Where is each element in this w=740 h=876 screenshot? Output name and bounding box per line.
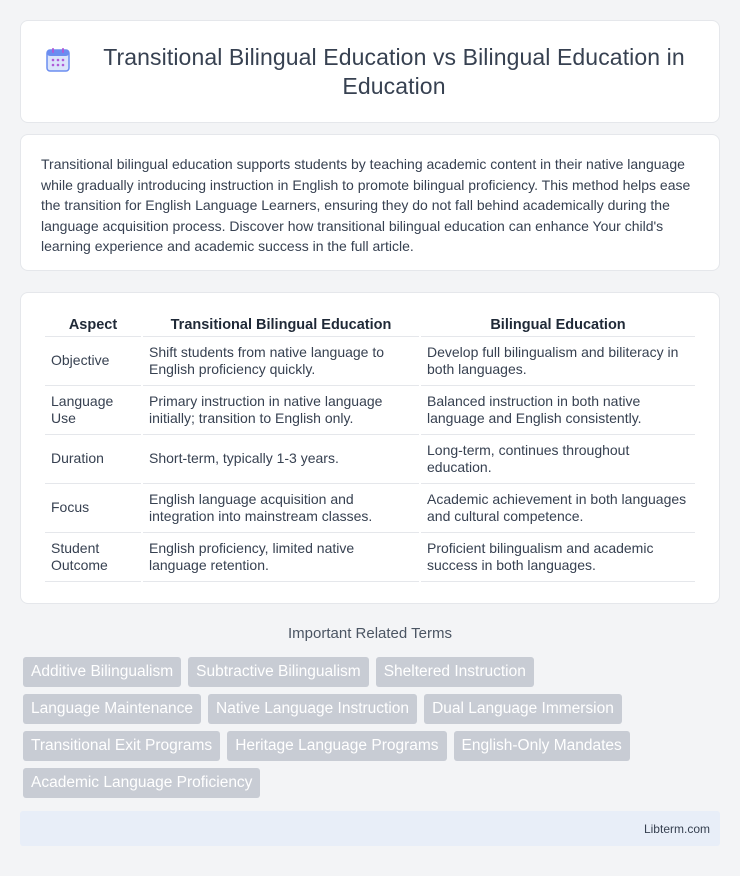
header-aspect: Aspect [45,313,141,337]
related-term-tag[interactable]: Dual Language Immersion [424,694,622,724]
description-card [20,134,720,271]
calendar-icon [45,47,71,73]
related-terms-heading: Important Related Terms [288,625,452,642]
related-term-tag[interactable]: Additive Bilingualism [23,657,181,687]
cell-aspect: Language Use [45,386,141,435]
title-wrap [45,43,695,101]
page-title: Transitional Bilingual Education vs Bilingual Education in Education [103,43,685,99]
related-term-tag[interactable]: Sheltered Instruction [376,657,534,687]
cell-transitional: English proficiency, limited native language retention. [143,533,419,582]
header-bilingual: Bilingual Education [421,313,695,337]
table-row [45,386,695,435]
related-term-tag[interactable]: Academic Language Proficiency [23,768,260,798]
related-term-tag[interactable]: Transitional Exit Programs [23,731,220,761]
related-term-tag[interactable]: Heritage Language Programs [227,731,446,761]
cell-bilingual: Balanced instruction in both native language and English consistently. [421,386,695,435]
related-terms-list [23,657,723,805]
comparison-card [20,292,720,604]
table-row [45,337,695,386]
cell-transitional: English language acquisition and integration into mainstream classes. [143,484,419,533]
table-row [45,435,695,484]
related-term-tag[interactable]: Language Maintenance [23,694,201,724]
cell-transitional: Shift students from native language to English proficiency quickly. [143,337,419,386]
related-term-tag[interactable]: Subtractive Bilingualism [188,657,369,687]
cell-aspect: Duration [45,435,141,484]
related-term-tag[interactable]: Native Language Instruction [208,694,417,724]
cell-bilingual: Long-term, continues throughout education. [421,435,695,484]
header-transitional: Transitional Bilingual Education [143,313,419,337]
title-card [20,20,720,123]
comparison-table [43,313,697,582]
cell-transitional: Short-term, typically 1-3 years. [143,435,419,484]
cell-transitional: Primary instruction in native language initially; transition to English only. [143,386,419,435]
cell-aspect: Student Outcome [45,533,141,582]
description-text: Transitional bilingual education supports students by teaching academic content in their native language while gradually introducing instruction in English to promote bilingual proficiency. This method helps ease the transition for English Language Learners, ensuring they do not fall behind academically during the language acquisition process. Discover how transitional bilingual education can enhance Your child's learning experience and academic success in the full article. [41,156,691,255]
footer [20,811,720,846]
cell-bilingual: Develop full bilingualism and biliteracy in both languages. [421,337,695,386]
cell-aspect: Focus [45,484,141,533]
cell-aspect: Objective [45,337,141,386]
cell-bilingual: Proficient bilingualism and academic success in both languages. [421,533,695,582]
related-term-tag[interactable]: English-Only Mandates [454,731,630,761]
table-row [45,533,695,582]
table-header-row [45,313,695,337]
cell-bilingual: Academic achievement in both languages and cultural competence. [421,484,695,533]
footer-site-link[interactable]: Libterm.com [643,821,710,836]
table-row [45,484,695,533]
